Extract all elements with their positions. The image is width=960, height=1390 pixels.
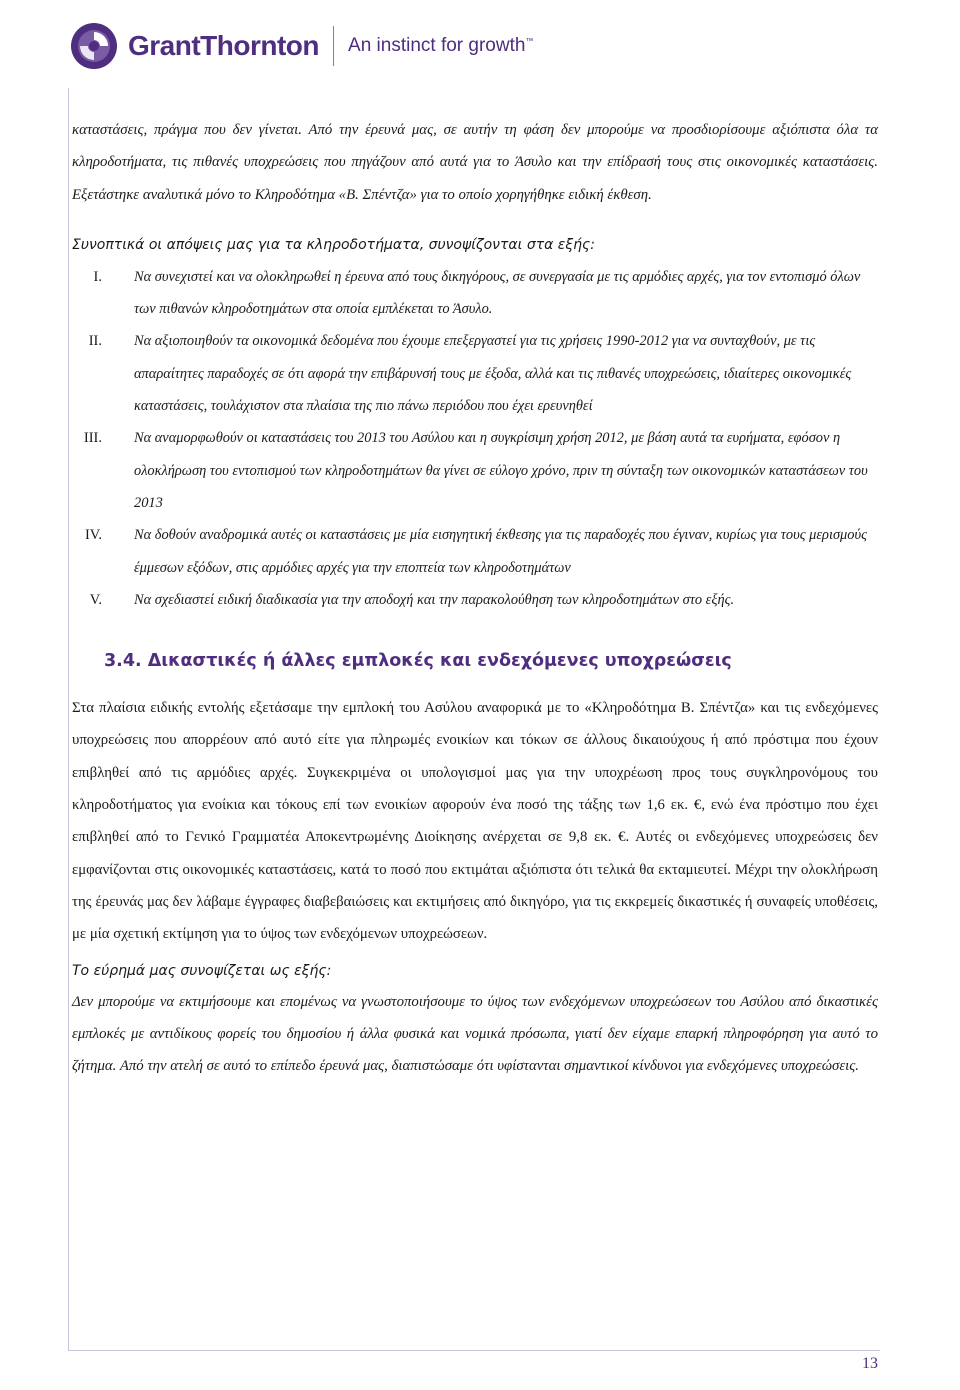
- finding-number: I.: [93, 268, 102, 285]
- finding-text: Να αναμορφωθούν οι καταστάσεις του 2013 του Ασύλου και η συγκρίσιμη χρήση 2012, με βάση αυτά τα ευρήματα, εφόσον η ολοκλήρωση του εντοπισμού των κληροδοτημάτων θα γίνει σε εύλογο χρόνο, πριν τη σύνταξη των οικονομικών καταστάσεων του 2013: [134, 430, 868, 511]
- findings-list: [72, 261, 878, 616]
- grant-thornton-logo-icon: [70, 22, 118, 70]
- finding-text: Να συνεχιστεί και να ολοκληρωθεί η έρευνα από τους δικηγόρους, σε συνεργασία με τις αρμόδιες αρχές, για τον εντοπισμό όλων των πιθανών κληροδοτημάτων στα οποία εμπλέκεται το Άσυλο.: [134, 268, 861, 318]
- document-body: [72, 114, 878, 1082]
- finding-number: III.: [83, 430, 102, 447]
- finding-item: [72, 261, 878, 326]
- logo-divider: [333, 26, 334, 66]
- section-title: 3.4. Δικαστικές ή άλλες εμπλοκές και ενδεχόμενες υποχρεώσεις: [104, 651, 732, 672]
- finding-paragraph: Δεν μπορούμε να εκτιμήσουμε και επομένως να γνωστοποιήσουμε το ύψος των ενδεχόμενων υποχρεώσεων του Ασύλου από δικαστικές εμπλοκές με αντιδίκους φορείς του δημοσίου ή άλλα φυσικά και νομικά πρόσωπα, γιατί δεν είχαμε επαρκή πληροφόρηση για αυτό το ζήτημα. Από την ατελή σε αυτό το επίπεδο έρευνά μας, διαπιστώσαμε ότι υφίστανται σημαντικοί κίνδυνοι για ενδεχόμενες υποχρεώσεις.: [72, 993, 878, 1075]
- section-body: Στα πλαίσια ειδικής εντολής εξετάσαμε την εμπλοκή του Ασύλου αναφορικά με το «Κληροδότημα Β. Σπέντζα» και τις ενδεχόμενες υποχρεώσεις που απορρέουν από αυτό είτε για πληρωμές ενοικίων και τόκων σε άλλους δικαιούχους ή από πρόστιμα που έχουν επιβληθεί από τις αρμόδιες αρχές. Συγκεκριμένα οι υπολογισμοί μας για την υποχρέωση προς τους συγκληρονόμους του κληροδοτήματος για ενοίκια και τόκους επί των ενοικίων αφορούν ένα ποσό της τάξης των 1,6 εκ. €, ενώ ένα πρόστιμο που έχει επιβληθεί από το Γενικό Γραμματέα Αποκεντρωμένης Διοίκησης ανέρχεται σε 9,8 εκ. €. Αυτές οι ενδεχόμενες υποχρεώσεις δεν εμφανίζονται στις οικονομικές καταστάσεις, κατά το ποσό που εκτιμάται αξιόπιστα ότι τελικά θα εκταμιευτεί. Μέχρι την ολοκλήρωση της έρευνάς μας δεν λάβαμε έγγραφες διαβεβαιώσεις και εκτιμήσεις από δικηγόρο, για τις εκκρεμείς δικαστικές ή συναφείς υποθέσεις, με μία σχετική εκτίμηση για το ύψος των ενδεχόμενων υποχρεώσεων.: [72, 700, 878, 943]
- finding-heading: Το εύρημά μας συνοψίζεται ως εξής:: [72, 962, 332, 979]
- finding-number: V.: [89, 591, 102, 608]
- trademark-mark: ™: [525, 36, 534, 46]
- header: [70, 20, 533, 72]
- tagline: [348, 35, 533, 57]
- finding-item: [72, 519, 878, 584]
- finding-text: Να αξιοποιηθούν τα οικονομικά δεδομένα που έχουμε επεξεργαστεί για τις χρήσεις 1990-2012 για να συνταχθούν, με τις απαραίτητες παραδοχές σε ότι αφορά την επιβάρυνσή τους με έξοδα, αλλά και τις πιθανές υποχρεώσεις, ιδιαίτερες οικονομικές καταστάσεις, τουλάχιστον στα πλαίσια της πιο πάνω περιόδου που έχει ερευνηθεί: [134, 333, 852, 415]
- finding-text: Να δοθούν αναδρομικά αυτές οι καταστάσεις με μία εισηγητική έκθεσης για τις παραδοχές που έγιναν, κυρίως για τους μερισμούς έμμεσων εξόδων, στις αρμόδιες αρχές για την εποπτεία των κληροδοτημάτων: [134, 527, 867, 576]
- finding-item: [72, 422, 878, 519]
- finding-text: Να σχεδιαστεί ειδική διαδικασία για την αποδοχή και την παρακολούθηση των κληροδοτημάτων στο εξής.: [134, 591, 735, 608]
- finding-number: IV.: [84, 527, 102, 544]
- page-number: 13: [862, 1355, 878, 1372]
- finding-item: [72, 584, 878, 616]
- summary-heading: Συνοπτικά οι απόψεις μας για τα κληροδοτήματα, συνοψίζονται στα εξής:: [72, 236, 595, 253]
- footer-divider: [68, 1350, 880, 1351]
- intro-paragraph: καταστάσεις, πράγμα που δεν γίνεται. Από την έρευνά μας, σε αυτήν τη φάση δεν μπορούμε να προσδιορίσουμε αξιόπιστα όλα τα κληροδοτήματα, τις πιθανές υποχρεώσεις που πηγάζουν από αυτά για το Άσυλο και την επίδρασή τους στις οικονομικές καταστάσεις. Εξετάστηκε αναλυτικά μόνο το Κληροδότημα «Β. Σπέντζα» για το οποίο χορηγήθηκε ειδική έκθεση.: [72, 122, 878, 203]
- finding-item: [72, 325, 878, 422]
- finding-number: II.: [88, 333, 102, 350]
- brand-name: GrantThornton: [128, 30, 320, 61]
- tagline-text: An instinct for growth: [348, 35, 526, 56]
